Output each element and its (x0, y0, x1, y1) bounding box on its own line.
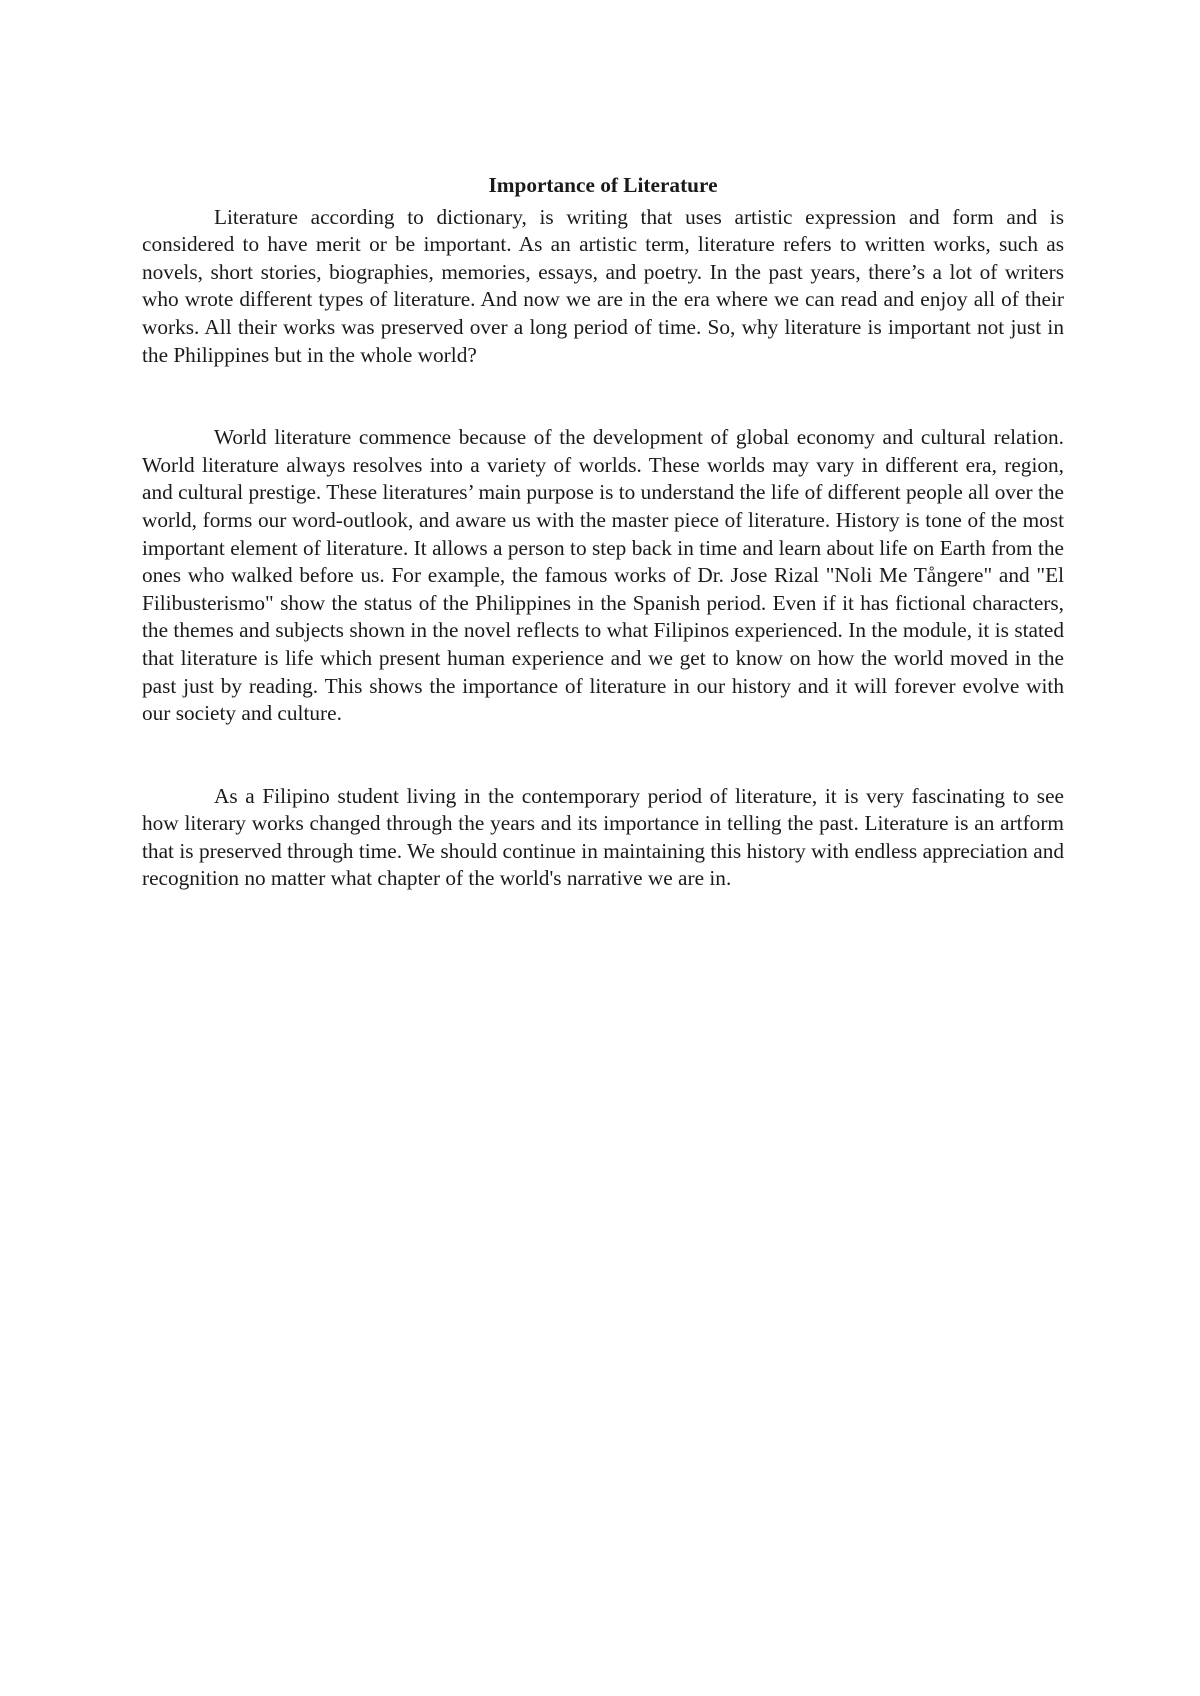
paragraph-world-literature: World literature commence because of the development of global economy and cultural relation. World literature always resolves into a variety of worlds. These worlds may vary in different era, region, and cultural prestige. These literatures’ main purpose is to understand the life of different people all over the world, forms our word-outlook, and aware us with the master piece of literature. History is tone of the most important element of literature. It allows a person to step back in time and learn about life on Earth from the ones who walked before us. For example, the famous works of Dr. Jose Rizal "Noli Me Tångere" and "El Filibusterismo" show the status of the Philippines in the Spanish period. Even if it has fictional characters, the themes and subjects shown in the novel reflects to what Filipinos experienced. In the module, it is stated that literature is life which present human experience and we get to know on how the world moved in the past just by reading. This shows the importance of literature in our history and it will forever evolve with our society and culture. (142, 425, 1064, 726)
paragraph-conclusion: As a Filipino student living in the contemporary period of literature, it is very fascinating to see how literary works changed through the years and its importance in telling the past. Literature is an artform that is preserved through time. We should continue in maintaining this history with endless appreciation and recognition no matter what chapter of the world's narrative we are in. (142, 783, 1064, 891)
document-title: Importance of Literature (488, 173, 718, 197)
paragraph-definition: Literature according to dictionary, is writing that uses artistic expression and form and is considered to have merit or be important. As an artistic term, literature refers to written works, such as novels, short stories, biographies, memories, essays, and poetry. In the past years, there’s a lot of writers who wrote different types of literature. And now we are in the era where we can read and enjoy all of their works. All their works was preserved over a long period of time. So, why literature is important not just in the Philippines but in the whole world? (142, 204, 1064, 367)
document-body (142, 172, 1064, 893)
